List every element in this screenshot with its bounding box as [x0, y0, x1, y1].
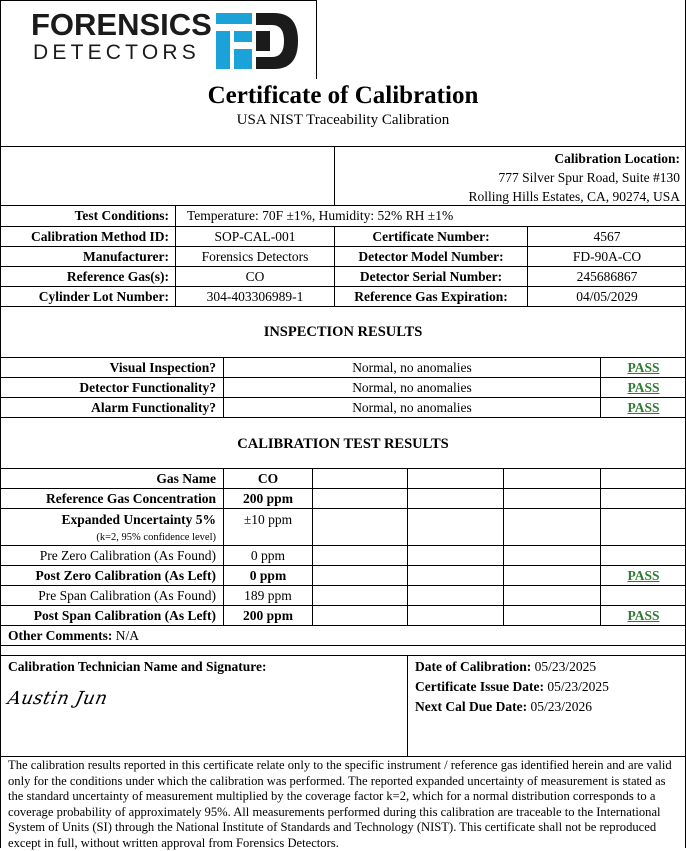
inspection-label: Detector Functionality? — [79, 380, 216, 395]
calibration-value: 200 ppm — [243, 491, 293, 506]
info-label: Certificate Number: — [372, 229, 490, 244]
logo-line1: FORENSICS — [31, 7, 212, 42]
pass-link[interactable]: PASS — [627, 400, 660, 415]
inspection-label: Visual Inspection? — [109, 360, 216, 375]
info-label: Manufacturer: — [83, 249, 169, 264]
page-subtitle: USA NIST Traceability Calibration — [236, 112, 450, 128]
calibration-value: 200 ppm — [243, 608, 293, 623]
comments-label: Other Comments: — [8, 628, 113, 643]
technician-label: Calibration Technician Name and Signature: — [8, 659, 267, 674]
comments — [8, 627, 139, 644]
info-value: Forensics Detectors — [201, 249, 309, 264]
info-label: Calibration Method ID: — [31, 229, 169, 244]
pass-link[interactable]: PASS — [627, 608, 660, 623]
test-conditions-label: Test Conditions: — [74, 208, 169, 223]
calibration-label: Pre Span Calibration (As Found) — [38, 588, 216, 603]
calibration-date-value: 05/23/2025 — [534, 659, 597, 674]
comments-value: N/A — [115, 628, 139, 643]
calibration-label: Post Zero Calibration (As Left) — [35, 568, 216, 583]
page-title: Certificate of Calibration — [207, 82, 479, 109]
calibration-value: 0 ppm — [250, 548, 286, 563]
due-date-value: 05/23/2026 — [530, 699, 592, 714]
info-value: 04/05/2029 — [576, 289, 638, 304]
pass-link[interactable]: PASS — [627, 360, 660, 375]
pass-link[interactable]: PASS — [627, 568, 660, 583]
info-value: 245686867 — [576, 269, 638, 284]
calibration-value: ±10 ppm — [243, 512, 293, 527]
calibration-value: 189 ppm — [244, 588, 292, 603]
info-label: Reference Gas Expiration: — [354, 289, 508, 304]
calibration-label: Post Span Calibration (As Left) — [33, 608, 216, 623]
inspection-value: Normal, no anomalies — [352, 400, 472, 415]
calibration-date-label: Date of Calibration: — [415, 659, 532, 674]
info-value: SOP-CAL-001 — [214, 229, 296, 244]
pass-link[interactable]: PASS — [627, 380, 660, 395]
calibration-label: Expanded Uncertainty 5% — [61, 512, 216, 527]
disclaimer-text: The calibration results reported in this certificate relate only to the specific instrument / reference gas identified herein and are valid only for the conditions under which the calibration was performed. The reported expanded uncertainty of measurement is stated as the standard uncertainty of measurement multiplied by the coverage factor k=2, which for a normal distribution corresponds to a coverage probability of approximately 95%. All measurements performed during this calibration are traceable to the International System of Units (SI) through the National Institute of Standards and Technology (NIST). This certificate shall not be reproduced except in full, without written approval from Forensics Detectors. — [8, 758, 672, 850]
info-value: 304-403306989-1 — [206, 289, 304, 304]
calibration-note: (k=2, 95% confidence level) — [96, 532, 216, 543]
test-conditions-value: Temperature: 70F ±1%, Humidity: 52% RH ±1% — [187, 208, 454, 223]
logo-area — [0, 0, 317, 79]
info-label: Cylinder Lot Number: — [38, 289, 169, 304]
due-date-label: Next Cal Due Date: — [415, 699, 528, 714]
issue-date-label: Certificate Issue Date: — [415, 679, 544, 694]
issue-date — [415, 678, 609, 695]
location-label: Calibration Location: — [554, 151, 680, 166]
location-line2: Rolling Hills Estates, CA, 90274, USA — [468, 189, 680, 204]
calibration-label: Pre Zero Calibration (As Found) — [39, 548, 216, 563]
calibration-value: 0 ppm — [249, 568, 287, 583]
inspection-value: Normal, no anomalies — [352, 380, 472, 395]
info-value: CO — [245, 269, 265, 284]
due-date — [415, 698, 592, 715]
location-line1: 777 Silver Spur Road, Suite #130 — [498, 170, 680, 185]
calibration-value: CO — [257, 471, 279, 486]
info-label: Reference Gas(s): — [66, 269, 169, 284]
calibration-heading: CALIBRATION TEST RESULTS — [237, 436, 449, 452]
calibration-label: Gas Name — [156, 471, 216, 486]
logo-line2: DETECTORS — [33, 41, 200, 64]
info-value: FD-90A-CO — [572, 249, 642, 264]
inspection-label: Alarm Functionality? — [91, 400, 216, 415]
inspection-heading: INSPECTION RESULTS — [263, 324, 423, 340]
inspection-value: Normal, no anomalies — [352, 360, 472, 375]
info-value: 4567 — [593, 229, 621, 244]
technician-signature: Austin Jun — [5, 688, 110, 709]
fd-logo-icon — [216, 13, 298, 69]
info-label: Detector Model Number: — [358, 249, 504, 264]
calibration-date — [415, 658, 596, 675]
calibration-label: Reference Gas Concentration — [46, 491, 216, 506]
info-label: Detector Serial Number: — [359, 269, 503, 284]
issue-date-value: 05/23/2025 — [547, 679, 609, 694]
